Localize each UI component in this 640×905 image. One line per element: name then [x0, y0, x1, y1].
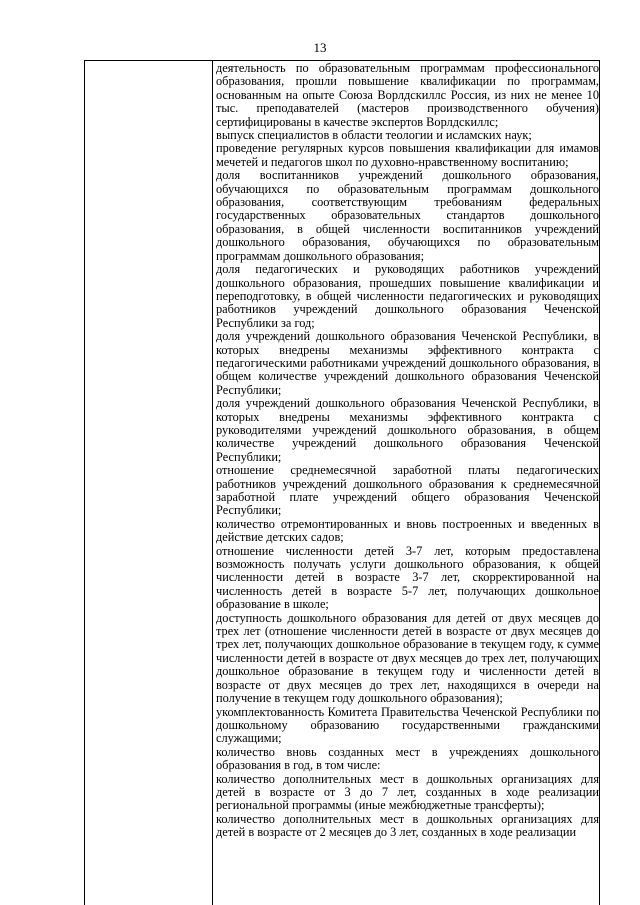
- indicator-item: количество отремонтированных и вновь построенных и введенных в действие детских садов;: [216, 516, 599, 545]
- indicator-item: отношение численности детей 3-7 лет, которым предоставлена возможность получать услуги дошкольного образования, к общей численности детей в возрасте 3-7 лет, скорректированной на численность детей в возрасте 5-7 лет, получающих дошкольное образование в школе;: [216, 543, 599, 612]
- indicator-item: количество дополнительных мест в дошкольных организациях для детей в возрасте от 3 до 7 лет, созданных в ходе реализации региональной программы (иные межбюджетные трансферты);: [216, 771, 599, 813]
- indicator-item: укомплектованность Комитета Правительства Чеченской Республики по дошкольному образованию государственными гражданскими служащими;: [216, 704, 599, 746]
- indicator-item: выпуск специалистов в области теологии и исламских наук;: [216, 128, 532, 143]
- indicator-item: количество вновь созданных мест в учреждениях дошкольного образования в год, в том числе:: [216, 744, 599, 773]
- indicator-item: доля учреждений дошкольного образования Чеченской Республики, в которых внедрены механизмы эффективного контракта с руководителями учреждений дошкольного образования, в общем количестве учреждений дошкольного образования Чеченской Республики;: [216, 396, 599, 464]
- page-number: 13: [313, 40, 327, 55]
- indicator-item: деятельность по образовательным программам профессионального образования, прошли повышение квалификации по программам, основанным на опыте Союза Ворлдскиллс Россия, из них не менее 10 тыс. преподавателей (мастеров производственного обучения) сертифицированы в качестве экспертов Ворлдскиллс;: [216, 61, 599, 129]
- indicator-item: отношение среднемесячной заработной платы педагогических работников учреждений дошкольного образования к среднемесячной заработной плате учреждений общего образования Чеченской Республики;: [216, 463, 599, 518]
- indicator-item: доля учреждений дошкольного образования Чеченской Республики, в которых внедрены механизмы эффективного контракта с педагогическими работниками учреждений дошкольного образования, в общем количестве учреждений дошкольного образования Чеченской Республики;: [216, 329, 599, 397]
- indicator-item: доля воспитанников учреждений дошкольного образования, обучающихся по образовательным программам дошкольного образования, соответствующим требованиям федеральных государственных образовательных стандартов дошкольного образования, в общей численности воспитанников учреждений дошкольного образования, обучающихся по образовательным программам дошкольного образования;: [216, 168, 599, 263]
- indicator-item: доля педагогических и руководящих работников учреждений дошкольного образования, прошедших повышение квалификации и переподготовку, в общей численности педагогических и руководящих работников учреждений дошкольного образования Чеченской Республики за год;: [216, 262, 599, 330]
- indicator-item: проведение регулярных курсов повышения квалификации для имамов мечетей и педагогов школ по духовно-нравственному воспитанию;: [216, 141, 599, 169]
- indicator-item: количество дополнительных мест в дошкольных организациях для детей в возрасте от 2 месяцев до 3 лет, созданных в ходе реализации: [216, 811, 599, 840]
- indicator-item: доступность дошкольного образования для детей от двух месяцев до трех лет (отношение численности детей в возрасте от двух месяцев до трех лет, получающих дошкольное образование в текущем году, к сумме численности детей в возрасте от двух месяцев до трех лет, получающих дошкольное образование в текущем году и численности детей в возрасте от двух месяцев до трех лет, находящихся в очереди на получение в текущем году дошкольного образования);: [216, 610, 599, 706]
- indicators-table: [84, 60, 600, 905]
- table-left-column: [85, 61, 213, 905]
- table-right-column: [216, 62, 599, 840]
